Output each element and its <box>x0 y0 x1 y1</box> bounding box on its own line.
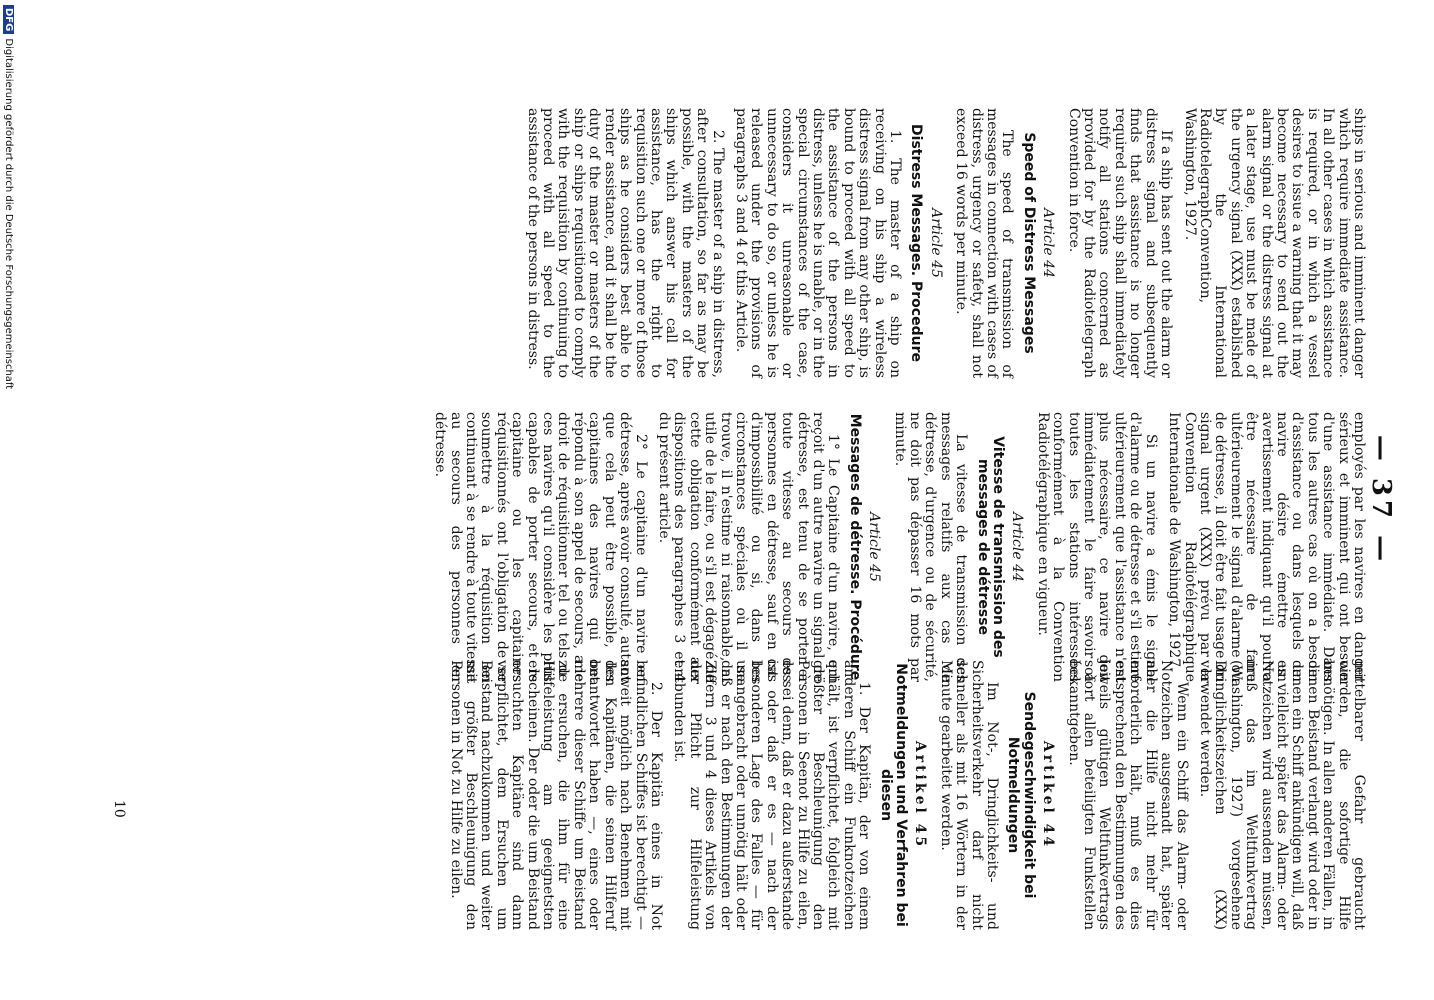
german-paragraph: Wenn ein Schiff das Alarm- oder Notzeichen ausgesandt hat, später aber die Hilfe nicht mehr für erforderlich hält, muß es dies entsprechend den Bestimmungen des jeweils gültigen Weltfunkvertrags sofort allen beteiligten Funkstellen bekanntgeben. <box>1065 660 1190 930</box>
footer-text: Digitalisierung gefördert durch die Deutsche Forschungsgemeinschaft <box>3 38 14 390</box>
section-title: Notmeldungen und Verfahren bei diesen <box>877 663 910 927</box>
german-column <box>447 660 1366 930</box>
article-heading: Article 44 <box>1009 512 1026 582</box>
section-title: Messages de détresse. Procédure <box>846 413 863 681</box>
article-heading: Artikel 45 <box>912 740 929 850</box>
english-paragraph: The speed of transmission of messages in connection with cases of distress, urgency or safety, shall not exceed 16 words per minute. <box>953 108 1016 378</box>
section-title: Distress Messages. Procedure <box>908 124 925 362</box>
section-title: Speed of Distress Messages <box>1020 132 1037 354</box>
english-paragraph: 1. The master of a ship on receiving on his ship a wireless distress signal from any other ship, is bound to proceed with all speed to the assistance of the persons in distress, unless he is unable, or in the special circumstances of the case, considers it unreasonable or unnecessary to do so, or unless he is released under the provisions of paragraphs 3 and 4 of this Article. <box>732 108 904 378</box>
french-paragraph: 2° Le capitaine d'un navire en détresse, après avoir consulté, autant que cela peut être possible, les capitaines des navires qui ont répondu à son appel de secours, a le droit de réquisitionner tel ou tels de ces navires qu'il considère les plus capables de porter secours, et le capitaine ou les capitaines réquisitionnés ont l'obligation de se soumettre à la réquisition en continuant à se rendre à toute vitesse au secours des personnes en détresse. <box>432 412 649 682</box>
english-paragraph: ships in serious and imminent danger which require immediate assistance. In all other cases in which assistance is required, or in which a vessel desires to issue a warning that it may become necessary to send out the alarm signal or the distress signal at a later stage, use must be made of the urgency signal (XXX) established by the International RadiotelegraphConvention, Washington, 1927. <box>1181 108 1367 378</box>
page-number: — 37 — <box>1366 434 1396 566</box>
french-paragraph: Si un navire a émis le signal d'alarme ou de détresse et s'il estime ultérieurement que l'assistance n'est plus nécessaire, ce navire doit immédiatement le faire savoir à toutes les stations intéressées conformément à la Convention Radiotélégraphique en vigueur. <box>1034 412 1159 682</box>
section-title: Sendegeschwindigkeit bei Notmeldungen <box>1005 691 1037 899</box>
digitization-footer <box>3 5 14 389</box>
french-paragraph: employés par les navires en danger sérieux et imminent qui ont besoin d'une assistance immédiate. Dans tous les autres cas où on a besoin d'assistance ou dans lesquels un navire désire émettre un avertissement indiquant qu'il pourra être nécessaire de faire ultérieurement le signal d'alarme ou de détresse, il doit être fait usage du signal urgent (XXX) prévu par la Convention Radiotélégraphique Internationale de Washington, 1927. <box>1166 412 1367 682</box>
article-heading: Artikel 44 <box>1040 740 1057 850</box>
german-paragraph: Im Not-, Dringlichkeits- und Sicherheitsverkehr darf nicht schneller als mit 16 Wörtern in der Minute gearbeitet werden. <box>937 660 1001 930</box>
german-paragraph: 1. Der Kapitän, der von einem anderen Schiff ein Funknotzeichen erhält, ist verpflichtet, folgleich mit größter Beschleunigung den Personen in Seenot zu Hilfe zu eilen, es sei denn, daß er dazu außerstande ist oder daß er es — nach der besonderen Lage des Falles — für unangebracht oder unnötig hält oder daß er nach den Bestimmungen der Ziffern 3 und 4 dieses Artikels von der Pflicht zur Hilfeleistung entbunden ist. <box>671 660 873 930</box>
dfg-logo-icon: DFG <box>3 5 14 34</box>
french-column <box>432 412 1366 682</box>
german-paragraph: mittelbarer Gefahr gebraucht werden, die sofortige Hilfe benötigen. In allen anderen Fällen, in denen Beistand verlangt wird oder in denen ein Schiff ankündigen will, daß es vielleicht später das Alarm- oder Notzeichen wird aussenden müssen, muß das im Weltfunkvertrag (Washington, 1927) vorgesehene Dringlichkeitszeichen (XXX) verwendet werden. <box>1196 660 1367 930</box>
article-heading: Article 45 <box>927 208 944 278</box>
section-title: Vitesse de transmission des messages de détresse <box>974 436 1007 658</box>
english-column <box>524 108 1366 378</box>
english-paragraph: If a ship has sent out the alarm or distress signal and subsequently finds that assistance is no longer required such ship shall immediately notify all stations concerned as provided for by the Radiotelegraph Convention in force. <box>1065 108 1175 378</box>
article-heading: Article 45 <box>866 512 883 582</box>
footer-page-number: 10 <box>111 800 127 818</box>
english-paragraph: 2. The master of a ship in distress, after consultation, so far as may be possible, with the masters of the ships which answer his call for assistance, has the right to requisition such one or more of those ships as he considers best able to render assistance, and it shall be the duty of the master or masters of the ship or ships requisitioned to comply with the requisition by continuing to proceed with all speed to the assistance of the persons in distress. <box>524 108 726 378</box>
french-paragraph: 1° Le Capitaine d'un navire, qui reçoit d'un autre navire un signal de détresse, est tenu de se porter à toute vitesse au secours des personnes en détresse, sauf en cas d'impossibilité ou si, dans les circonstances spéciales où il se trouve, il n'estime ni raisonnable, ni utile de le faire, ou s'il est dégagé de cette obligation conformément aux dispositions des paragraphes 3 et 4 du présent article. <box>655 412 842 682</box>
german-paragraph: 2. Der Kapitän eines in Not befindlichen Schiffes ist berechtigt — soweit möglich nach Benehmen mit den Kapitänen, die seinen Hilferuf beantwortet haben —, eines oder mehrere dieser Schiffe um Beistand zu ersuchen, die ihm für eine Hilfeleistung am geeignetsten erscheinen. Der oder die um Beistand ersuchten Kapitäne sind dann verpflichtet, dem Ersuchen um Beistand nachzukommen und weiter mit größter Beschleunigung den Personen in Not zu Hilfe zu eilen. <box>447 660 664 930</box>
french-paragraph: La vitesse de transmission des messages relatifs aux cas de détresse, d'urgence ou de sécurité, ne doit pas dépasser 16 mots par minute. <box>891 412 970 682</box>
article-heading: Article 44 <box>1040 208 1057 278</box>
